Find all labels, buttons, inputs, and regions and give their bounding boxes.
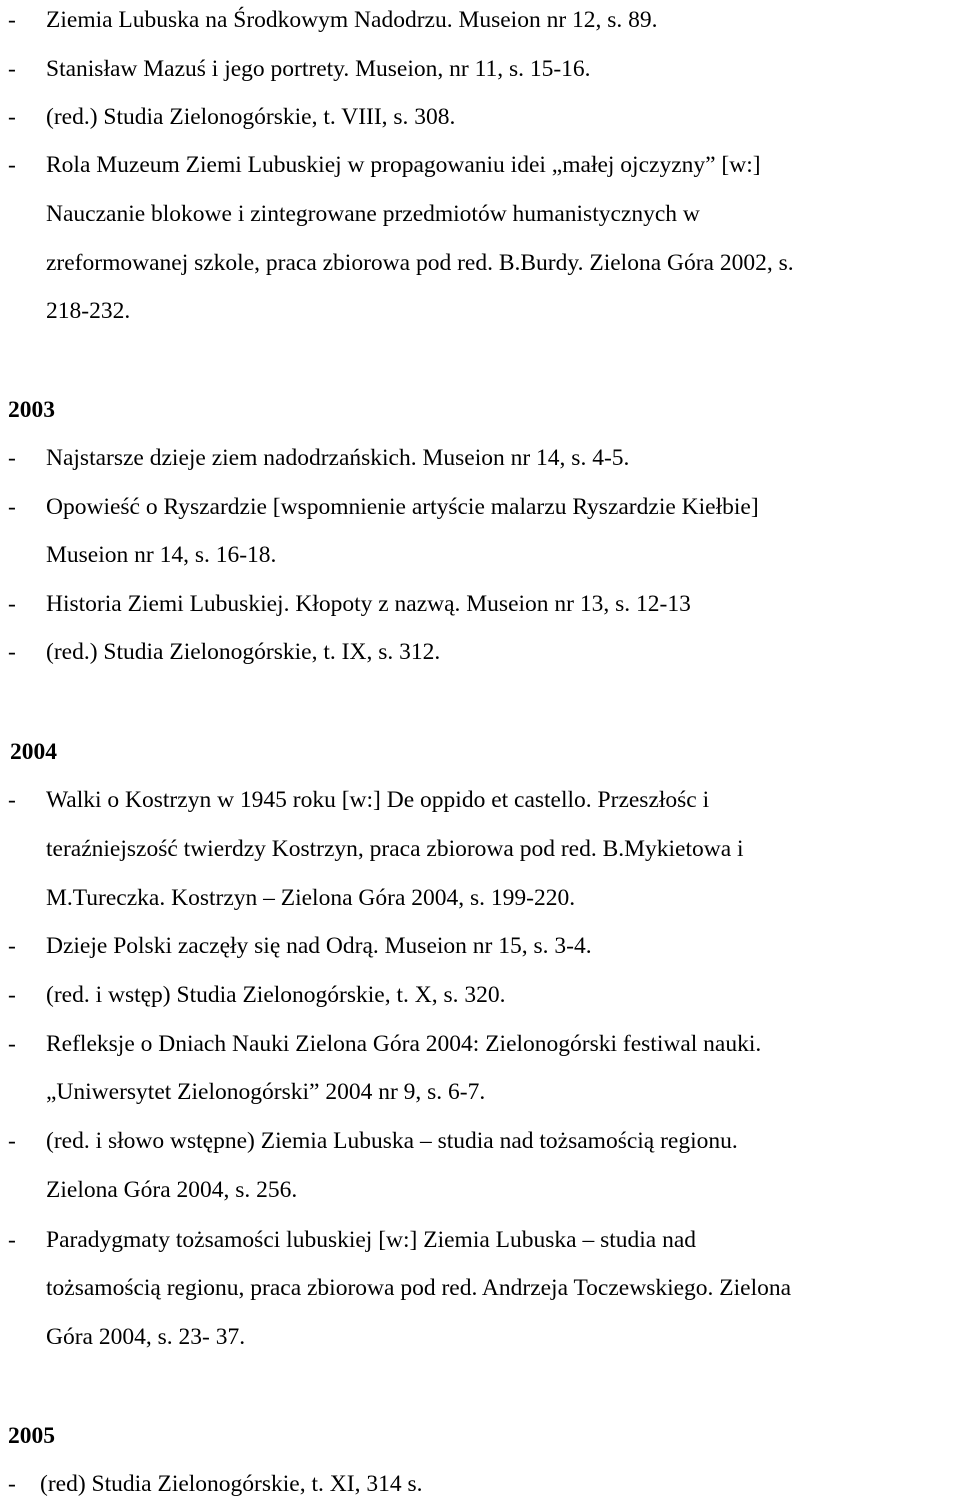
list-dash: -	[8, 982, 16, 1008]
list-dash: -	[8, 1471, 16, 1497]
list-item: Dzieje Polski zaczęły się nad Odrą. Museion nr 15, s. 3-4.	[46, 933, 592, 959]
list-dash: -	[8, 7, 16, 33]
list-dash: -	[8, 104, 16, 130]
list-item-line: Zielona Góra 2004, s. 256.	[46, 1177, 298, 1203]
list-item-line: teraźniejszość twierdzy Kostrzyn, praca zbiorowa pod red. B.Mykietowa i	[46, 836, 744, 862]
year-heading-2003: 2003	[8, 397, 55, 423]
list-item-line: Nauczanie blokowe i zintegrowane przedmiotów humanistycznych w	[46, 201, 700, 227]
list-item-line: Rola Muzeum Ziemi Lubuskiej w propagowaniu idei „małej ojczyzny” [w:]	[46, 152, 761, 178]
list-item-line: Paradygmaty tożsamości lubuskiej [w:] Ziemia Lubuska – studia nad	[46, 1227, 697, 1253]
list-dash: -	[8, 445, 16, 471]
list-dash: -	[8, 1227, 16, 1253]
list-item: (red.) Studia Zielonogórskie, t. VIII, s. 308.	[46, 104, 456, 130]
list-item-line: zreformowanej szkole, praca zbiorowa pod red. B.Burdy. Zielona Góra 2002, s.	[46, 250, 794, 276]
list-item-line: Refleksje o Dniach Nauki Zielona Góra 2004: Zielonogórski festiwal nauki.	[46, 1031, 762, 1057]
list-dash: -	[8, 639, 16, 665]
list-item-line: Opowieść o Ryszardzie [wspomnienie artyście malarzu Ryszardzie Kiełbie]	[46, 494, 759, 520]
list-item-line: tożsamością regionu, praca zbiorowa pod red. Andrzeja Toczewskiego. Zielona	[46, 1275, 792, 1301]
list-item: Ziemia Lubuska na Środkowym Nadodrzu. Museion nr 12, s. 89.	[46, 7, 658, 33]
list-dash: -	[8, 591, 16, 617]
list-item-line: Walki o Kostrzyn w 1945 roku [w:] De oppido et castello. Przeszłośc i	[46, 787, 710, 813]
list-dash: -	[8, 787, 16, 813]
list-dash: -	[8, 494, 16, 520]
list-item: (red.) Studia Zielonogórskie, t. IX, s. 312.	[46, 639, 441, 665]
list-dash: -	[8, 152, 16, 178]
list-item-line: „Uniwersytet Zielonogórski” 2004 nr 9, s. 6-7.	[46, 1079, 486, 1105]
list-item: (red) Studia Zielonogórskie, t. XI, 314 s.	[40, 1471, 423, 1497]
list-item: Najstarsze dzieje ziem nadodrzańskich. Museion nr 14, s. 4-5.	[46, 445, 630, 471]
list-dash: -	[8, 1031, 16, 1057]
list-dash: -	[8, 56, 16, 82]
list-item: (red. i wstęp) Studia Zielonogórskie, t. X, s. 320.	[46, 982, 506, 1008]
list-item-line: 218-232.	[46, 298, 131, 324]
list-dash: -	[8, 933, 16, 959]
year-heading-2004: 2004	[10, 739, 57, 765]
list-item: Historia Ziemi Lubuskiej. Kłopoty z nazwą. Museion nr 13, s. 12-13	[46, 591, 691, 617]
list-item-line: Museion nr 14, s. 16-18.	[46, 542, 277, 568]
list-item-line: M.Tureczka. Kostrzyn – Zielona Góra 2004, s. 199-220.	[46, 885, 576, 911]
year-heading-2005: 2005	[8, 1423, 55, 1449]
list-item: Stanisław Mazuś i jego portrety. Museion, nr 11, s. 15-16.	[46, 56, 591, 82]
list-item-line: (red. i słowo wstępne) Ziemia Lubuska – studia nad tożsamością regionu.	[46, 1128, 738, 1154]
list-item-line: Góra 2004, s. 23- 37.	[46, 1324, 246, 1350]
list-dash: -	[8, 1128, 16, 1154]
